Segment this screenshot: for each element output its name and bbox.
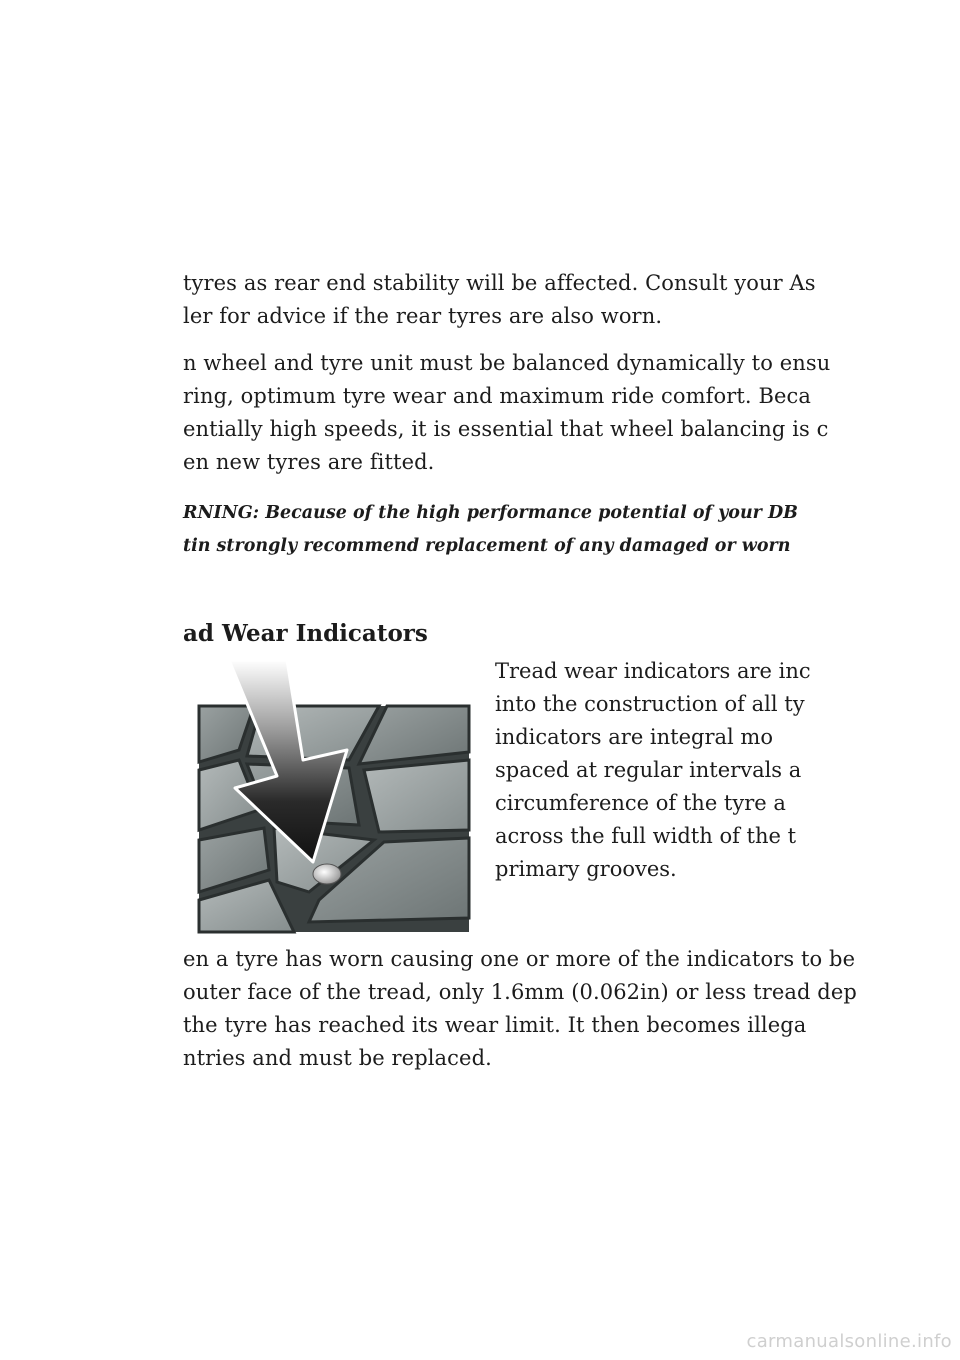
tyres-paragraph [183,267,816,333]
text-line: en a tyre has worn causing one or more of the indicators to be [183,947,856,971]
watermark: carmanualsonline.info [746,1331,952,1352]
text-line: primary grooves. [495,857,677,881]
text-line: en new tyres are fitted. [183,450,435,474]
text-line: tyres as rear end stability will be affected. Consult your As [183,271,816,295]
tread-wear-indicator-illustration [199,660,469,932]
text-line: ring, optimum tyre wear and maximum ride comfort. Beca [183,384,812,408]
wear-limit-paragraph [183,943,857,1075]
text-line: across the full width of the t [495,824,797,848]
text-line: ntries and must be replaced. [183,1046,492,1070]
warning-note [183,497,798,563]
text-line: entially high speeds, it is essential that wheel balancing is c [183,417,829,441]
text-line: spaced at regular intervals a [495,758,802,782]
text-line: outer face of the tread, only 1.6mm (0.062in) or less tread dep [183,980,857,1004]
text-line: the tyre has reached its wear limit. It then becomes illega [183,1013,807,1037]
text-line: circumference of the tyre a [495,791,786,815]
section-heading: ad Wear Indicators [183,620,428,647]
text-line: Tread wear indicators are inc [495,659,811,683]
text-line: into the construction of all ty [495,692,805,716]
text-line: n wheel and tyre unit must be balanced dynamically to ensu [183,351,831,375]
warning-line: RNING: Because of the high performance potential of your DB [183,503,798,523]
text-line: ler for advice if the rear tyres are also worn. [183,304,663,328]
indicator-description [495,655,811,886]
warning-line: tin strongly recommend replacement of any damaged or worn [183,536,791,556]
text-line: indicators are integral mo [495,725,773,749]
balancing-paragraph [183,347,831,479]
